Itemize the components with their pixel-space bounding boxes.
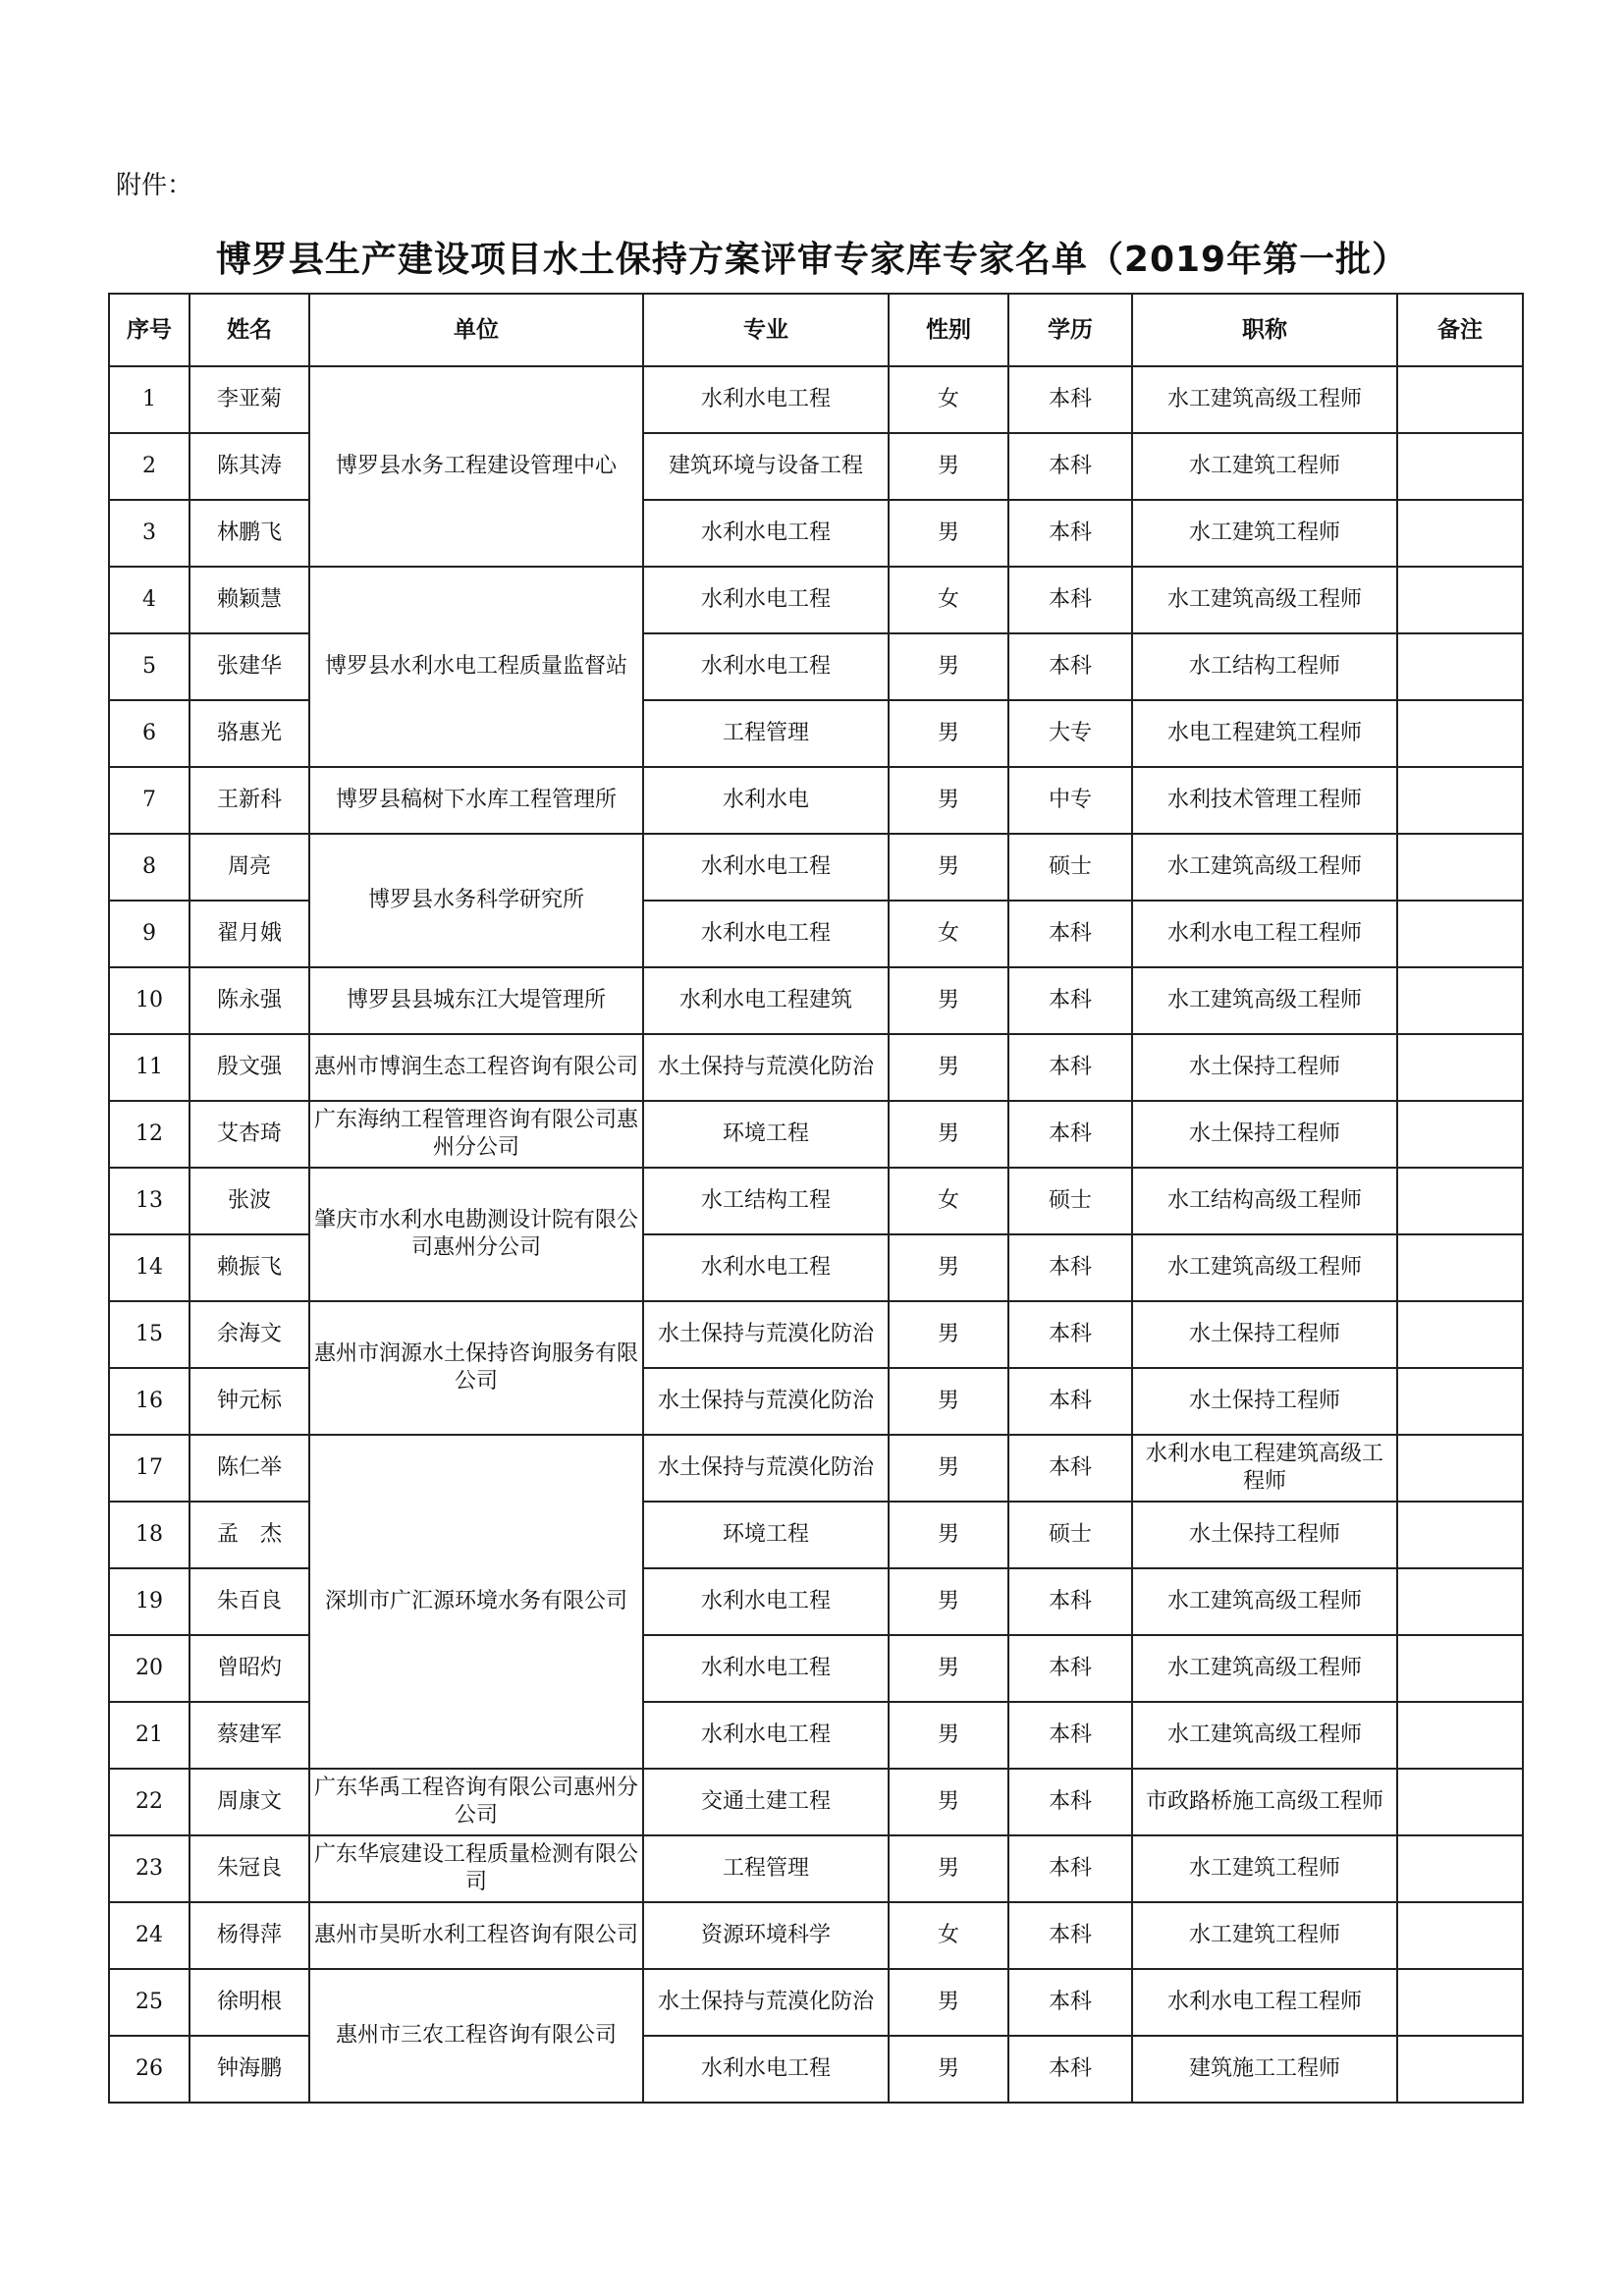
- unit-name: 广东华禹工程咨询有限公司惠州分公司: [309, 1769, 643, 1835]
- remarks: [1397, 633, 1523, 700]
- gender: 女: [889, 901, 1008, 967]
- row-number: 1: [109, 366, 189, 433]
- remarks: [1397, 366, 1523, 433]
- remarks: [1397, 1769, 1523, 1835]
- education: 本科: [1008, 1568, 1132, 1635]
- remarks: [1397, 901, 1523, 967]
- remarks: [1397, 1234, 1523, 1301]
- professional-title: 水工建筑高级工程师: [1132, 366, 1397, 433]
- education: 本科: [1008, 1969, 1132, 2036]
- major: 环境工程: [643, 1101, 889, 1168]
- row-number: 2: [109, 433, 189, 500]
- header-cell: 单位: [309, 294, 643, 366]
- gender: 男: [889, 1301, 1008, 1368]
- gender: 男: [889, 767, 1008, 834]
- table-row: [109, 1301, 1523, 1368]
- expert-name: 余海文: [189, 1301, 309, 1368]
- major: 水利水电工程: [643, 1234, 889, 1301]
- remarks: [1397, 1368, 1523, 1435]
- professional-title: 水利技术管理工程师: [1132, 767, 1397, 834]
- unit-name: 广东华宸建设工程质量检测有限公司: [309, 1835, 643, 1902]
- header-cell: 序号: [109, 294, 189, 366]
- professional-title: 水土保持工程师: [1132, 1101, 1397, 1168]
- gender: 男: [889, 834, 1008, 901]
- education: 本科: [1008, 633, 1132, 700]
- gender: 男: [889, 1635, 1008, 1702]
- gender: 男: [889, 1502, 1008, 1568]
- major: 水利水电工程: [643, 567, 889, 633]
- professional-title: 水工建筑高级工程师: [1132, 967, 1397, 1034]
- gender: 男: [889, 1702, 1008, 1769]
- remarks: [1397, 567, 1523, 633]
- major: 水利水电工程: [643, 2036, 889, 2103]
- education: 硕士: [1008, 1168, 1132, 1234]
- row-number: 16: [109, 1368, 189, 1435]
- professional-title: 水工建筑高级工程师: [1132, 1635, 1397, 1702]
- expert-name: 艾杏琦: [189, 1101, 309, 1168]
- gender: 男: [889, 1234, 1008, 1301]
- professional-title: 水工建筑工程师: [1132, 433, 1397, 500]
- unit-name: 博罗县水务科学研究所: [309, 834, 643, 967]
- document-title: 博罗县生产建设项目水土保持方案评审专家库专家名单（2019年第一批）: [215, 240, 1409, 280]
- education: 本科: [1008, 567, 1132, 633]
- table-body: [109, 366, 1523, 2103]
- expert-name: 骆惠光: [189, 700, 309, 767]
- professional-title: 水工结构高级工程师: [1132, 1168, 1397, 1234]
- education: 本科: [1008, 1234, 1132, 1301]
- unit-name: 博罗县水务工程建设管理中心: [309, 366, 643, 567]
- unit-name: 肇庆市水利水电勘测设计院有限公司惠州分公司: [309, 1168, 643, 1301]
- gender: 男: [889, 633, 1008, 700]
- remarks: [1397, 1568, 1523, 1635]
- education: 本科: [1008, 500, 1132, 567]
- major: 资源环境科学: [643, 1902, 889, 1969]
- remarks: [1397, 767, 1523, 834]
- expert-name: 陈永强: [189, 967, 309, 1034]
- major: 建筑环境与设备工程: [643, 433, 889, 500]
- gender: 男: [889, 500, 1008, 567]
- table-row: [109, 366, 1523, 433]
- major: 水利水电工程: [643, 500, 889, 567]
- gender: 女: [889, 1902, 1008, 1969]
- gender: 女: [889, 1168, 1008, 1234]
- header-cell: 姓名: [189, 294, 309, 366]
- remarks: [1397, 500, 1523, 567]
- education: 本科: [1008, 901, 1132, 967]
- education: 本科: [1008, 433, 1132, 500]
- major: 水土保持与荒漠化防治: [643, 1969, 889, 2036]
- education: 硕士: [1008, 1502, 1132, 1568]
- expert-name: 曾昭灼: [189, 1635, 309, 1702]
- education: 本科: [1008, 1034, 1132, 1101]
- major: 水土保持与荒漠化防治: [643, 1435, 889, 1502]
- professional-title: 水工建筑工程师: [1132, 500, 1397, 567]
- header-cell: 学历: [1008, 294, 1132, 366]
- education: 本科: [1008, 1301, 1132, 1368]
- row-number: 13: [109, 1168, 189, 1234]
- gender: 女: [889, 366, 1008, 433]
- gender: 男: [889, 1835, 1008, 1902]
- major: 水利水电: [643, 767, 889, 834]
- gender: 男: [889, 700, 1008, 767]
- remarks: [1397, 1902, 1523, 1969]
- gender: 女: [889, 567, 1008, 633]
- remarks: [1397, 1168, 1523, 1234]
- expert-name: 赖振飞: [189, 1234, 309, 1301]
- remarks: [1397, 1435, 1523, 1502]
- gender: 男: [889, 967, 1008, 1034]
- education: 本科: [1008, 1368, 1132, 1435]
- expert-name: 陈仁举: [189, 1435, 309, 1502]
- remarks: [1397, 2036, 1523, 2103]
- education: 本科: [1008, 1769, 1132, 1835]
- gender: 男: [889, 1769, 1008, 1835]
- education: 硕士: [1008, 834, 1132, 901]
- remarks: [1397, 433, 1523, 500]
- expert-name: 朱百良: [189, 1568, 309, 1635]
- remarks: [1397, 1835, 1523, 1902]
- table-row: [109, 967, 1523, 1034]
- professional-title: 市政路桥施工高级工程师: [1132, 1769, 1397, 1835]
- table-row: [109, 1168, 1523, 1234]
- expert-name: 徐明根: [189, 1969, 309, 2036]
- professional-title: 水工建筑高级工程师: [1132, 1702, 1397, 1769]
- row-number: 10: [109, 967, 189, 1034]
- gender: 男: [889, 1568, 1008, 1635]
- expert-name: 孟 杰: [189, 1502, 309, 1568]
- major: 工程管理: [643, 1835, 889, 1902]
- major: 水利水电工程: [643, 1702, 889, 1769]
- expert-name: 殷文强: [189, 1034, 309, 1101]
- expert-name: 李亚菊: [189, 366, 309, 433]
- table-row: [109, 834, 1523, 901]
- unit-name: 广东海纳工程管理咨询有限公司惠州分公司: [309, 1101, 643, 1168]
- professional-title: 水利水电工程建筑高级工程师: [1132, 1435, 1397, 1502]
- gender: 男: [889, 1101, 1008, 1168]
- major: 水利水电工程建筑: [643, 967, 889, 1034]
- major: 水利水电工程: [643, 1635, 889, 1702]
- professional-title: 建筑施工工程师: [1132, 2036, 1397, 2103]
- unit-name: 深圳市广汇源环境水务有限公司: [309, 1435, 643, 1769]
- unit-name: 惠州市润源水土保持咨询服务有限公司: [309, 1301, 643, 1435]
- row-number: 15: [109, 1301, 189, 1368]
- unit-name: 博罗县水利水电工程质量监督站: [309, 567, 643, 767]
- expert-name: 钟元标: [189, 1368, 309, 1435]
- gender: 男: [889, 1368, 1008, 1435]
- major: 水利水电工程: [643, 633, 889, 700]
- remarks: [1397, 1301, 1523, 1368]
- remarks: [1397, 1034, 1523, 1101]
- row-number: 8: [109, 834, 189, 901]
- major: 水土保持与荒漠化防治: [643, 1301, 889, 1368]
- expert-name: 翟月娥: [189, 901, 309, 967]
- professional-title: 水工建筑工程师: [1132, 1902, 1397, 1969]
- major: 水利水电工程: [643, 834, 889, 901]
- education: 本科: [1008, 967, 1132, 1034]
- professional-title: 水工结构工程师: [1132, 633, 1397, 700]
- expert-name: 张建华: [189, 633, 309, 700]
- expert-name: 钟海鹏: [189, 2036, 309, 2103]
- major: 水工结构工程: [643, 1168, 889, 1234]
- major: 交通土建工程: [643, 1769, 889, 1835]
- expert-name: 杨得萍: [189, 1902, 309, 1969]
- professional-title: 水土保持工程师: [1132, 1034, 1397, 1101]
- professional-title: 水工建筑高级工程师: [1132, 834, 1397, 901]
- expert-name: 陈其涛: [189, 433, 309, 500]
- gender: 男: [889, 1034, 1008, 1101]
- major: 水土保持与荒漠化防治: [643, 1034, 889, 1101]
- row-number: 5: [109, 633, 189, 700]
- gender: 男: [889, 433, 1008, 500]
- unit-name: 惠州市博润生态工程咨询有限公司: [309, 1034, 643, 1101]
- unit-name: 惠州市三农工程咨询有限公司: [309, 1969, 643, 2103]
- professional-title: 水电工程建筑工程师: [1132, 700, 1397, 767]
- row-number: 17: [109, 1435, 189, 1502]
- gender: 男: [889, 2036, 1008, 2103]
- expert-name: 赖颖慧: [189, 567, 309, 633]
- professional-title: 水工建筑高级工程师: [1132, 1234, 1397, 1301]
- remarks: [1397, 1969, 1523, 2036]
- gender: 男: [889, 1969, 1008, 2036]
- major: 水土保持与荒漠化防治: [643, 1368, 889, 1435]
- row-number: 7: [109, 767, 189, 834]
- table-header-row: [109, 294, 1523, 366]
- education: 中专: [1008, 767, 1132, 834]
- expert-name: 张波: [189, 1168, 309, 1234]
- table-row: [109, 767, 1523, 834]
- header-cell: 备注: [1397, 294, 1523, 366]
- row-number: 9: [109, 901, 189, 967]
- professional-title: 水土保持工程师: [1132, 1502, 1397, 1568]
- row-number: 21: [109, 1702, 189, 1769]
- education: 本科: [1008, 1101, 1132, 1168]
- header-cell: 专业: [643, 294, 889, 366]
- header-cell: 性别: [889, 294, 1008, 366]
- remarks: [1397, 1635, 1523, 1702]
- row-number: 24: [109, 1902, 189, 1969]
- professional-title: 水土保持工程师: [1132, 1368, 1397, 1435]
- row-number: 6: [109, 700, 189, 767]
- expert-name: 周康文: [189, 1769, 309, 1835]
- row-number: 3: [109, 500, 189, 567]
- remarks: [1397, 1502, 1523, 1568]
- row-number: 14: [109, 1234, 189, 1301]
- professional-title: 水工建筑高级工程师: [1132, 567, 1397, 633]
- professional-title: 水利水电工程工程师: [1132, 1969, 1397, 2036]
- remarks: [1397, 1702, 1523, 1769]
- education: 本科: [1008, 1635, 1132, 1702]
- row-number: 26: [109, 2036, 189, 2103]
- major: 水利水电工程: [643, 1568, 889, 1635]
- expert-name: 朱冠良: [189, 1835, 309, 1902]
- row-number: 22: [109, 1769, 189, 1835]
- expert-name: 周亮: [189, 834, 309, 901]
- education: 本科: [1008, 1435, 1132, 1502]
- table-row: [109, 1034, 1523, 1101]
- table-row: [109, 1101, 1523, 1168]
- education: 大专: [1008, 700, 1132, 767]
- major: 环境工程: [643, 1502, 889, 1568]
- expert-name: 蔡建军: [189, 1702, 309, 1769]
- table-row: [109, 1769, 1523, 1835]
- remarks: [1397, 834, 1523, 901]
- expert-roster-table: [108, 293, 1524, 2104]
- row-number: 25: [109, 1969, 189, 2036]
- professional-title: 水利水电工程工程师: [1132, 901, 1397, 967]
- table-row: [109, 1969, 1523, 2036]
- expert-name: 王新科: [189, 767, 309, 834]
- major: 水利水电工程: [643, 901, 889, 967]
- major: 水利水电工程: [643, 366, 889, 433]
- row-number: 11: [109, 1034, 189, 1101]
- row-number: 12: [109, 1101, 189, 1168]
- row-number: 19: [109, 1568, 189, 1635]
- remarks: [1397, 700, 1523, 767]
- row-number: 23: [109, 1835, 189, 1902]
- unit-name: 博罗县稿树下水库工程管理所: [309, 767, 643, 834]
- table-row: [109, 1902, 1523, 1969]
- row-number: 20: [109, 1635, 189, 1702]
- education: 本科: [1008, 1902, 1132, 1969]
- expert-name: 林鹏飞: [189, 500, 309, 567]
- professional-title: 水工建筑高级工程师: [1132, 1568, 1397, 1635]
- unit-name: 惠州市昊昕水利工程咨询有限公司: [309, 1902, 643, 1969]
- education: 本科: [1008, 1702, 1132, 1769]
- education: 本科: [1008, 2036, 1132, 2103]
- professional-title: 水工建筑工程师: [1132, 1835, 1397, 1902]
- professional-title: 水土保持工程师: [1132, 1301, 1397, 1368]
- unit-name: 博罗县县城东江大堤管理所: [309, 967, 643, 1034]
- education: 本科: [1008, 366, 1132, 433]
- major: 工程管理: [643, 700, 889, 767]
- remarks: [1397, 967, 1523, 1034]
- table-row: [109, 1435, 1523, 1502]
- education: 本科: [1008, 1835, 1132, 1902]
- remarks: [1397, 1101, 1523, 1168]
- table-row: [109, 567, 1523, 633]
- row-number: 4: [109, 567, 189, 633]
- gender: 男: [889, 1435, 1008, 1502]
- attachment-label: 附件：: [116, 171, 193, 200]
- table-row: [109, 1835, 1523, 1902]
- row-number: 18: [109, 1502, 189, 1568]
- header-cell: 职称: [1132, 294, 1397, 366]
